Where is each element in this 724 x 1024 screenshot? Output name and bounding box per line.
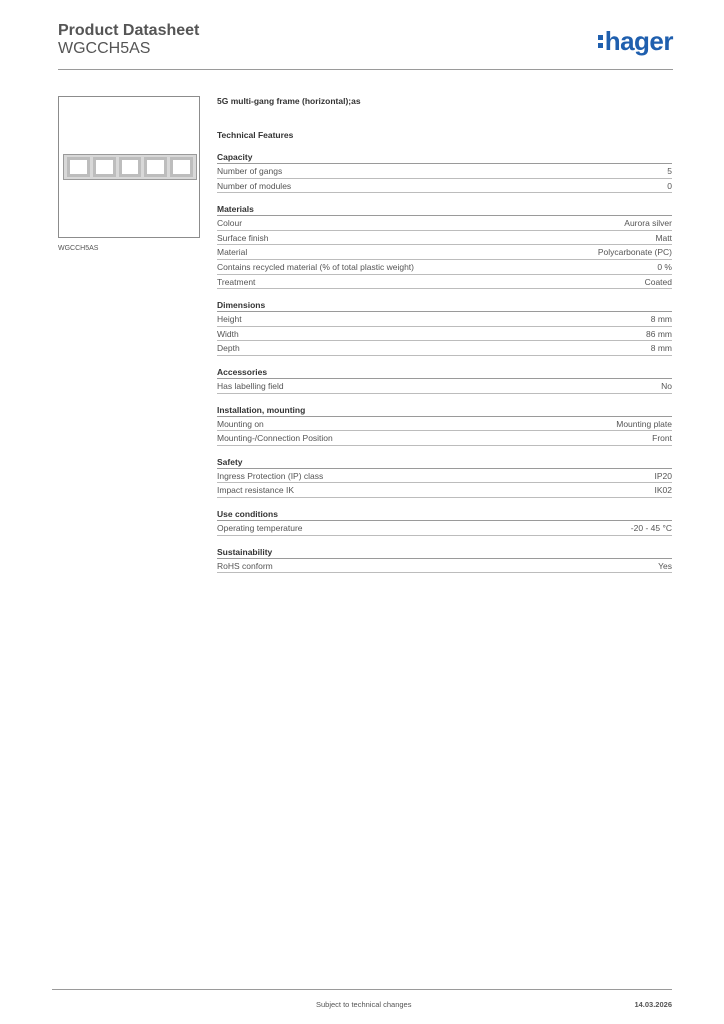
spec-value: No <box>661 380 672 391</box>
gang-opening <box>170 157 193 177</box>
spec-label: Surface finish <box>217 232 269 243</box>
multi-gang-frame-illustration <box>63 154 197 180</box>
section-title: Installation, mounting <box>217 404 672 417</box>
spec-value: Aurora silver <box>624 218 672 229</box>
section-title: Materials <box>217 203 672 216</box>
section-use-conditions <box>217 508 672 536</box>
section-installation-mounting <box>217 404 672 446</box>
spec-label: Colour <box>217 218 243 229</box>
spec-value: 5 <box>667 166 672 176</box>
section-title: Use conditions <box>217 508 672 521</box>
spec-label: Treatment <box>217 276 256 287</box>
spec-row <box>217 341 672 356</box>
spec-label: Number of gangs <box>217 166 283 176</box>
section-dimensions <box>217 299 672 356</box>
technical-features-heading: Technical Features <box>217 130 294 140</box>
product-code: WGCCH5AS <box>58 40 151 57</box>
spec-label: Ingress Protection (IP) class <box>217 470 324 481</box>
spec-value: Polycarbonate (PC) <box>597 247 672 258</box>
gang-opening <box>119 157 142 177</box>
spec-row <box>217 431 672 446</box>
section-sustainability <box>217 546 672 574</box>
product-image <box>58 96 200 238</box>
spec-label: Operating temperature <box>217 522 303 533</box>
section-accessories <box>217 366 672 394</box>
spec-value: Mounting plate <box>616 418 672 429</box>
page-header <box>58 22 673 70</box>
spec-value: Yes <box>658 560 672 571</box>
section-spacer <box>217 193 672 203</box>
spec-value: 0 % <box>657 261 672 272</box>
page-footer <box>52 989 672 1019</box>
spec-label: Mounting-/Connection Position <box>217 433 333 444</box>
spec-label: Number of modules <box>217 180 292 191</box>
spec-value: 8 mm <box>650 314 672 325</box>
section-title: Dimensions <box>217 299 672 312</box>
section-title: Safety <box>217 456 672 469</box>
section-spacer <box>217 394 672 404</box>
spec-row <box>217 312 672 327</box>
footer-date: 14.03.2026 <box>634 1000 672 1009</box>
image-caption: WGCCH5AS <box>58 245 99 252</box>
spec-value: Matt <box>655 232 672 243</box>
section-spacer <box>217 498 672 508</box>
section-capacity <box>217 151 672 193</box>
product-description: 5G multi-gang frame (horizontal);as <box>217 96 361 106</box>
spec-row <box>217 379 672 394</box>
spec-row <box>217 275 672 290</box>
hager-logo <box>598 26 673 57</box>
spec-value: IP20 <box>654 470 672 481</box>
gang-opening <box>67 157 90 177</box>
spec-row <box>217 559 672 574</box>
spec-value: Front <box>652 433 672 444</box>
spec-row <box>217 417 672 432</box>
spec-label: Has labelling field <box>217 380 284 391</box>
spec-value: IK02 <box>654 485 672 496</box>
section-spacer <box>217 356 672 366</box>
spec-label: RoHS conform <box>217 560 273 571</box>
feature-sections <box>217 151 672 573</box>
section-spacer <box>217 536 672 546</box>
spec-row <box>217 327 672 342</box>
gang-opening <box>93 157 116 177</box>
spec-label: Contains recycled material (% of total plastic weight) <box>217 261 414 272</box>
spec-value: 0 <box>667 180 672 191</box>
section-materials <box>217 203 672 289</box>
spec-value: 86 mm <box>646 328 672 339</box>
logo-text: hager <box>604 26 673 56</box>
spec-label: Material <box>217 247 248 258</box>
spec-value: -20 - 45 °C <box>630 522 672 533</box>
spec-label: Mounting on <box>217 418 264 429</box>
spec-row <box>217 216 672 231</box>
page-title: Product Datasheet <box>58 22 200 39</box>
gang-opening <box>144 157 167 177</box>
spec-row <box>217 521 672 536</box>
section-spacer <box>217 446 672 456</box>
spec-label: Height <box>217 314 242 325</box>
spec-row <box>217 245 672 260</box>
spec-label: Width <box>217 328 239 339</box>
spec-row <box>217 483 672 498</box>
section-title: Capacity <box>217 151 672 164</box>
spec-row <box>217 164 672 179</box>
spec-value: Coated <box>644 276 672 287</box>
logo-colon-icon <box>598 34 604 50</box>
spec-label: Impact resistance IK <box>217 485 295 496</box>
spec-row <box>217 231 672 246</box>
spec-label: Depth <box>217 343 240 354</box>
footer-note: Subject to technical changes <box>316 1000 412 1009</box>
spec-row <box>217 260 672 275</box>
datasheet-content <box>217 96 672 573</box>
spec-row <box>217 469 672 484</box>
spec-value: 8 mm <box>650 343 672 354</box>
section-title: Accessories <box>217 366 672 379</box>
spec-row <box>217 179 672 194</box>
section-spacer <box>217 289 672 299</box>
section-title: Sustainability <box>217 546 672 559</box>
section-safety <box>217 456 672 498</box>
